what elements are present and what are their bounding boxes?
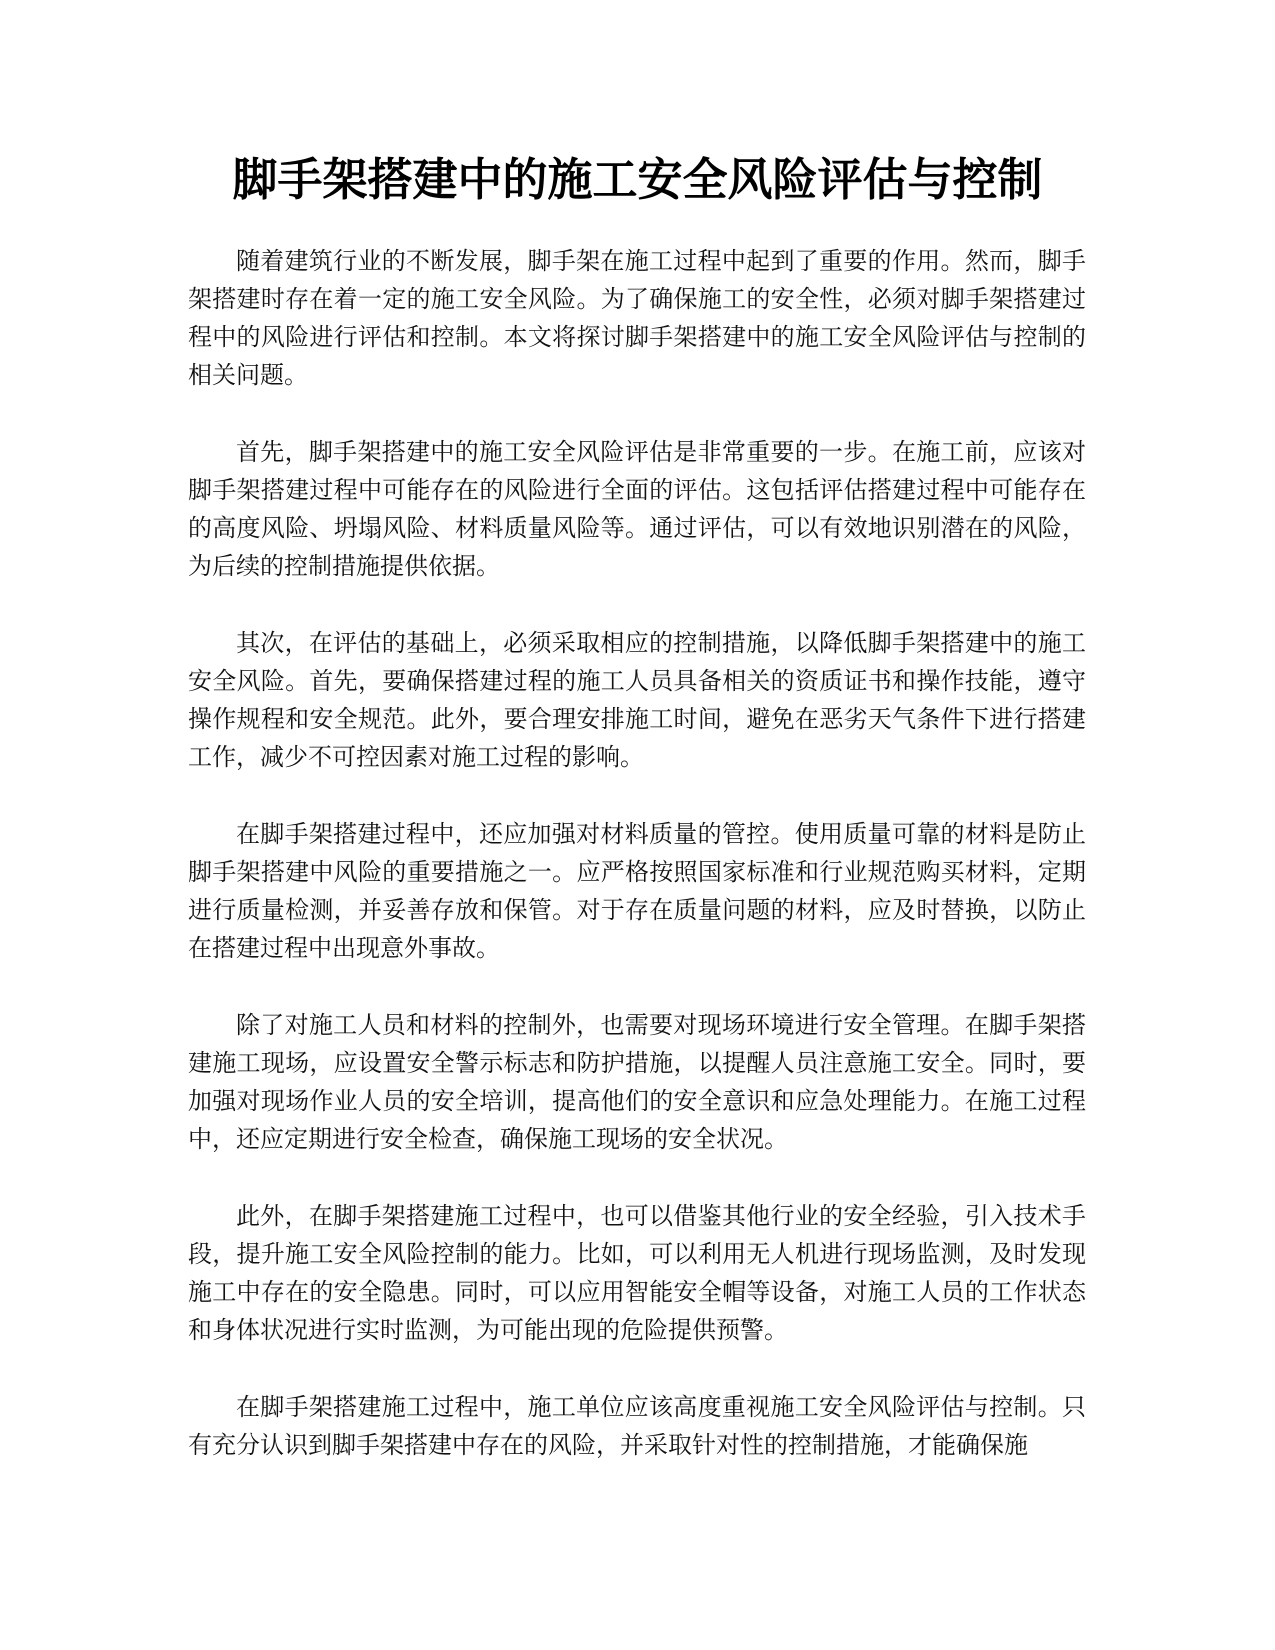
paragraph: 随着建筑行业的不断发展，脚手架在施工过程中起到了重要的作用。然而，脚手架搭建时存在着一定的施工安全风险。为了确保施工的安全性，必须对脚手架搭建过程中的风险进行评估和控制。本文将探讨脚手架搭建中的施工安全风险评估与控制的相关问题。 [188, 247, 1086, 389]
paragraph: 其次，在评估的基础上，必须采取相应的控制措施，以降低脚手架搭建中的施工安全风险。首先，要确保搭建过程的施工人员具备相关的资质证书和操作技能，遵守操作规程和安全规范。此外，要合理安排施工时间，避免在恶劣天气条件下进行搭建工作，减少不可控因素对施工过程的影响。 [188, 629, 1086, 771]
paragraph: 在脚手架搭建施工过程中，施工单位应该高度重视施工安全风险评估与控制。只有充分认识到脚手架搭建中存在的风险，并采取针对性的控制措施，才能确保施 [188, 1393, 1086, 1459]
document-title: 脚手架搭建中的施工安全风险评估与控制 [232, 153, 1043, 206]
paragraph: 首先，脚手架搭建中的施工安全风险评估是非常重要的一步。在施工前，应该对脚手架搭建过程中可能存在的风险进行全面的评估。这包括评估搭建过程中可能存在的高度风险、坍塌风险、材料质量风险等。通过评估，可以有效地识别潜在的风险，为后续的控制措施提供依据。 [188, 438, 1086, 580]
paragraph: 除了对施工人员和材料的控制外，也需要对现场环境进行安全管理。在脚手架搭建施工现场，应设置安全警示标志和防护措施，以提醒人员注意施工安全。同时，要加强对现场作业人员的安全培训，提高他们的安全意识和应急处理能力。在施工过程中，还应定期进行安全检查，确保施工现场的安全状况。 [188, 1011, 1086, 1153]
paragraph: 此外，在脚手架搭建施工过程中，也可以借鉴其他行业的安全经验，引入技术手段，提升施工安全风险控制的能力。比如，可以利用无人机进行现场监测，及时发现施工中存在的安全隐患。同时，可以应用智能安全帽等设备，对施工人员的工作状态和身体状况进行实时监测，为可能出现的危险提供预警。 [188, 1202, 1086, 1344]
paragraph: 在脚手架搭建过程中，还应加强对材料质量的管控。使用质量可靠的材料是防止脚手架搭建中风险的重要措施之一。应严格按照国家标准和行业规范购买材料，定期进行质量检测，并妥善存放和保管。对于存在质量问题的材料，应及时替换，以防止在搭建过程中出现意外事故。 [188, 820, 1086, 962]
document-body [188, 242, 1086, 1503]
